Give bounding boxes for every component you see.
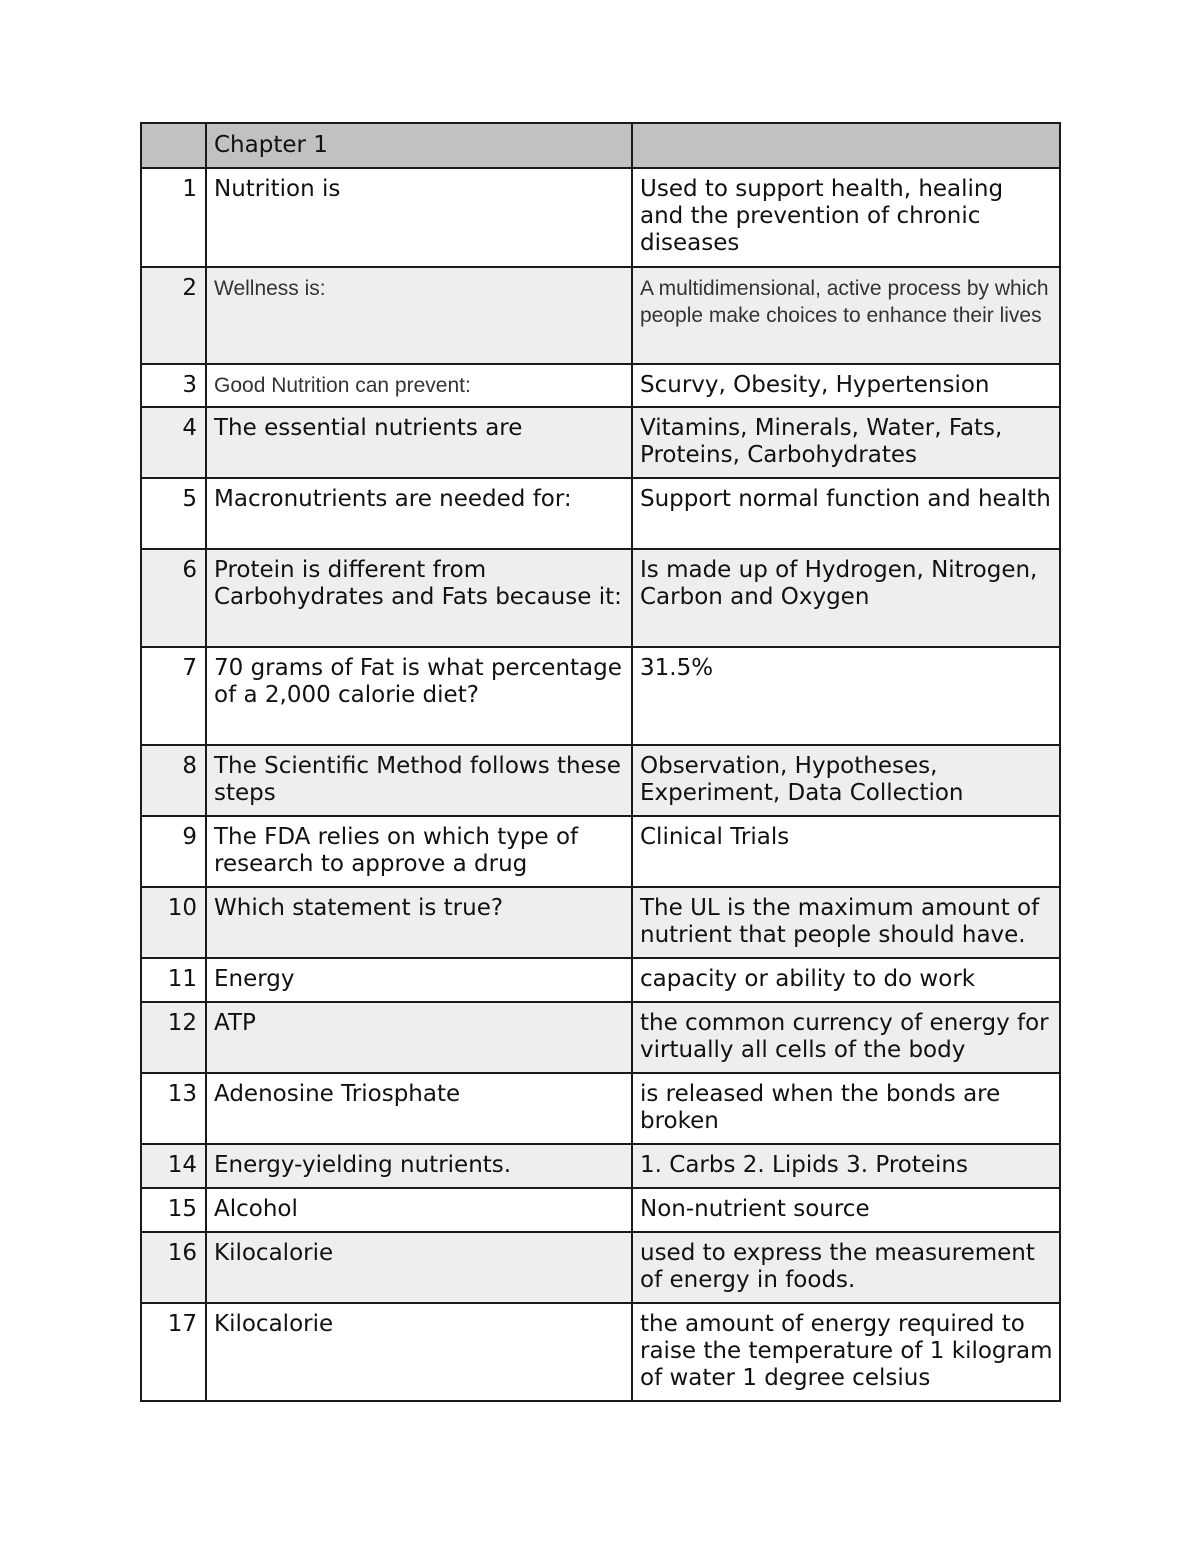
table-row [141, 745, 1060, 816]
question-cell: Energy-yielding nutrients. [206, 1144, 632, 1188]
row-number: 4 [141, 407, 206, 478]
answer-cell: Is made up of Hydrogen, Nitrogen, Carbon and Oxygen [632, 549, 1060, 647]
table-row [141, 1073, 1060, 1144]
row-number: 10 [141, 887, 206, 958]
answer-cell: Used to support health, healing and the prevention of chronic diseases [632, 168, 1060, 267]
question-cell: Good Nutrition can prevent: [206, 364, 632, 407]
table-row [141, 1002, 1060, 1073]
answer-cell: used to express the measurement of energy in foods. [632, 1232, 1060, 1303]
row-number: 16 [141, 1232, 206, 1303]
answer-cell: capacity or ability to do work [632, 958, 1060, 1002]
document-page [140, 122, 1059, 1402]
answer-cell: the common currency of energy for virtually all cells of the body [632, 1002, 1060, 1073]
qa-table [140, 122, 1061, 1402]
table-row [141, 407, 1060, 478]
answer-cell: Scurvy, Obesity, Hypertension [632, 364, 1060, 407]
answer-cell: A multidimensional, active process by which people make choices to enhance their lives [632, 267, 1060, 364]
header-number-cell [141, 123, 206, 168]
answer-cell: Non-nutrient source [632, 1188, 1060, 1232]
question-cell: The Scientific Method follows these steps [206, 745, 632, 816]
table-row [141, 816, 1060, 887]
chapter-title: Chapter 1 [206, 123, 632, 168]
answer-cell: the amount of energy required to raise the temperature of 1 kilogram of water 1 degree celsius [632, 1303, 1060, 1401]
question-cell: Wellness is: [206, 267, 632, 364]
question-cell: Kilocalorie [206, 1303, 632, 1401]
question-cell: Adenosine Triosphate [206, 1073, 632, 1144]
row-number: 6 [141, 549, 206, 647]
table-row [141, 958, 1060, 1002]
question-cell: Macronutrients are needed for: [206, 478, 632, 549]
row-number: 14 [141, 1144, 206, 1188]
question-cell: Nutrition is [206, 168, 632, 267]
question-cell: Protein is different from Carbohydrates and Fats because it: [206, 549, 632, 647]
row-number: 9 [141, 816, 206, 887]
table-row [141, 887, 1060, 958]
table-header-row [141, 123, 1060, 168]
answer-cell: Clinical Trials [632, 816, 1060, 887]
table-row [141, 364, 1060, 407]
row-number: 11 [141, 958, 206, 1002]
answer-cell: 1. Carbs 2. Lipids 3. Proteins [632, 1144, 1060, 1188]
question-cell: Which statement is true? [206, 887, 632, 958]
row-number: 7 [141, 647, 206, 745]
table-row [141, 168, 1060, 267]
row-number: 13 [141, 1073, 206, 1144]
table-row [141, 478, 1060, 549]
answer-cell: The UL is the maximum amount of nutrient that people should have. [632, 887, 1060, 958]
row-number: 15 [141, 1188, 206, 1232]
question-cell: Kilocalorie [206, 1232, 632, 1303]
question-cell: The essential nutrients are [206, 407, 632, 478]
row-number: 3 [141, 364, 206, 407]
row-number: 17 [141, 1303, 206, 1401]
table-row [141, 267, 1060, 364]
row-number: 12 [141, 1002, 206, 1073]
answer-cell: Observation, Hypotheses, Experiment, Data Collection [632, 745, 1060, 816]
row-number: 5 [141, 478, 206, 549]
answer-cell: is released when the bonds are broken [632, 1073, 1060, 1144]
question-cell: Energy [206, 958, 632, 1002]
table-row [141, 1303, 1060, 1401]
question-cell: 70 grams of Fat is what percentage of a 2,000 calorie diet? [206, 647, 632, 745]
row-number: 1 [141, 168, 206, 267]
answer-cell: Vitamins, Minerals, Water, Fats, Proteins, Carbohydrates [632, 407, 1060, 478]
row-number: 2 [141, 267, 206, 364]
question-cell: Alcohol [206, 1188, 632, 1232]
table-row [141, 647, 1060, 745]
answer-cell: 31.5% [632, 647, 1060, 745]
table-row [141, 549, 1060, 647]
table-row [141, 1188, 1060, 1232]
row-number: 8 [141, 745, 206, 816]
answer-cell: Support normal function and health [632, 478, 1060, 549]
question-cell: The FDA relies on which type of research to approve a drug [206, 816, 632, 887]
table-row [141, 1232, 1060, 1303]
question-cell: ATP [206, 1002, 632, 1073]
header-answer-cell [632, 123, 1060, 168]
table-row [141, 1144, 1060, 1188]
